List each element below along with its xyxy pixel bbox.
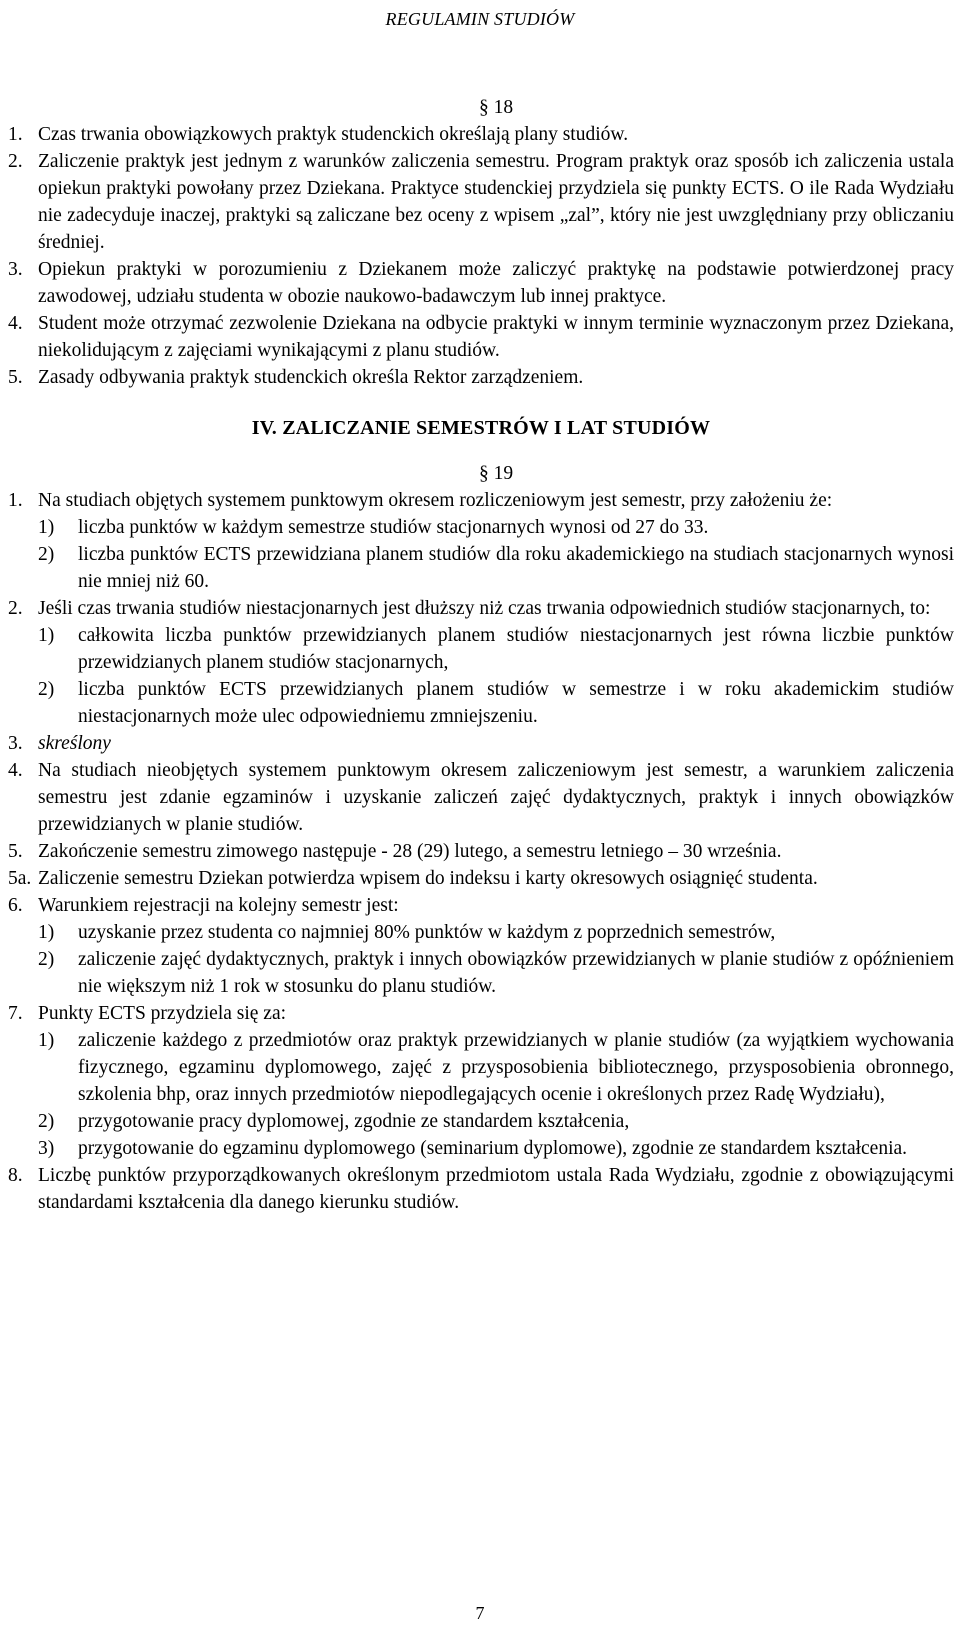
sec19-item-6: [8, 892, 954, 919]
sec19-item-1-sub-1: [8, 514, 954, 541]
item-text: Zaliczenie semestru Dziekan potwierdza wpisem do indeksu i karty okresowych osiągnięć studenta.: [38, 868, 818, 889]
sub-number: 1): [38, 1030, 55, 1051]
sec19-item-7-sub-2: [8, 1108, 954, 1135]
sub-number: 1): [38, 625, 55, 646]
item-text: Jeśli czas trwania studiów niestacjonarnych jest dłuższy niż czas trwania odpowiednich studiów stacjonarnych, to:: [38, 598, 931, 619]
sec19-item-7-sub-3: [8, 1135, 954, 1162]
item-number: 8.: [8, 1165, 23, 1186]
chapter-heading: IV. ZALICZANIE SEMESTRÓW I LAT STUDIÓW: [251, 417, 711, 439]
item-number: 5.: [8, 367, 23, 388]
sec19-item-2: [8, 595, 954, 622]
item-text: skreślony: [38, 733, 111, 754]
sec19-item-7: [8, 1000, 954, 1027]
sub-number: 2): [38, 1111, 55, 1132]
item-text: Zakończenie semestru zimowego następuje - 28 (29) lutego, a semestru letniego – 30 września.: [38, 841, 782, 862]
item-number: 2.: [8, 151, 23, 172]
sec19-item-6-sub-2: [8, 946, 954, 1000]
sec19-item-2-sub-1: [8, 622, 954, 676]
item-number: 3.: [8, 259, 23, 280]
sub-text: przygotowanie do egzaminu dyplomowego (seminarium dyplomowe), zgodnie ze standardem kształcenia.: [78, 1138, 908, 1159]
sub-text: zaliczenie zajęć dydaktycznych, praktyk i innych obowiązków przewidzianych w planie studiów z opóźnieniem nie większym niż 1 rok w stosunku do planu studiów.: [78, 949, 954, 997]
sub-text: liczba punktów ECTS przewidziana planem studiów dla roku akademickiego na studiach stacjonarnych wynosi nie mniej niż 60.: [78, 544, 954, 592]
sub-text: liczba punktów ECTS przewidzianych planem studiów w semestrze i w roku akademickim studiów niestacjonarnych może ulec odpowiedniemu zmniejszeniu.: [78, 679, 954, 727]
sec19-item-5: [8, 838, 954, 865]
sec19-item-4: [8, 757, 954, 838]
sec19-item-7-sub-1: [8, 1027, 954, 1108]
item-text: Warunkiem rejestracji na kolejny semestr jest:: [38, 895, 399, 916]
item-text: Czas trwania obowiązkowych praktyk studenckich określają plany studiów.: [38, 124, 629, 145]
item-number: 2.: [8, 598, 23, 619]
sec18-item-2: [8, 148, 954, 256]
sec19-item-1-sub-2: [8, 541, 954, 595]
item-text: Liczbę punktów przyporządkowanych określonym przedmiotom ustala Rada Wydziału, zgodnie z obowiązującymi standardami kształcenia dla danego kierunku studiów.: [38, 1165, 954, 1213]
sec18-item-3: [8, 256, 954, 310]
item-number: 1.: [8, 490, 23, 511]
item-number: 7.: [8, 1003, 23, 1024]
sec19-item-8: [8, 1162, 954, 1216]
sec18-item-5: [8, 364, 954, 391]
sec19-item-1: [8, 487, 954, 514]
sub-number: 2): [38, 544, 55, 565]
item-number: 1.: [8, 124, 23, 145]
sec19-item-3: [8, 730, 954, 757]
section-19-title: § 19: [478, 463, 514, 484]
sec19-item-2-sub-2: [8, 676, 954, 730]
item-number: 5.: [8, 841, 23, 862]
item-text: Punkty ECTS przydziela się za:: [38, 1003, 287, 1024]
sub-number: 1): [38, 517, 55, 538]
sub-number: 2): [38, 679, 55, 700]
sec19-item-6-sub-1: [8, 919, 954, 946]
sub-number: 1): [38, 922, 55, 943]
item-text: Student może otrzymać zezwolenie Dziekana na odbycie praktyki w innym terminie wyznaczonym przez Dziekana, niekolidującym z zajęciami wynikającymi z planu studiów.: [38, 313, 954, 361]
item-number: 6.: [8, 895, 23, 916]
sec18-item-4: [8, 310, 954, 364]
item-text: Opiekun praktyki w porozumieniu z Dziekanem może zaliczyć praktykę na podstawie potwierdzonej pracy zawodowej, udziału studenta w obozie naukowo-badawczym lub innej praktyce.: [38, 259, 954, 307]
sub-text: liczba punktów w każdym semestrze studiów stacjonarnych wynosi od 27 do 33.: [78, 517, 709, 538]
item-text: Zaliczenie praktyk jest jednym z warunków zaliczenia semestru. Program praktyk oraz sposób ich zaliczenia ustala opiekun praktyki powołany przez Dziekana. Praktyce studenckiej przydziela się punkty ECTS. O ile Rada Wydziału nie zadecyduje inaczej, praktyki są zaliczane bez oceny z wpisem „zal”, który nie jest uwzględniany przy obliczaniu średniej.: [38, 151, 954, 253]
sub-text: uzyskanie przez studenta co najmniej 80% punktów w każdym z poprzednich semestrów,: [78, 922, 776, 943]
sub-text: całkowita liczba punktów przewidzianych planem studiów niestacjonarnych jest równa liczbie punktów przewidzianych planem studiów stacjonarnych,: [78, 625, 954, 673]
item-text: Zasady odbywania praktyk studenckich określa Rektor zarządzeniem.: [38, 367, 584, 388]
sec18-item-1: [8, 121, 954, 148]
sub-number: 2): [38, 949, 55, 970]
running-header: REGULAMIN STUDIÓW: [385, 9, 575, 29]
page-number: 7: [475, 1603, 485, 1623]
item-text: Na studiach objętych systemem punktowym okresem rozliczeniowym jest semestr, przy założeniu że:: [38, 490, 833, 511]
item-number: 4.: [8, 313, 23, 334]
item-text: Na studiach nieobjętych systemem punktowym okresem zaliczeniowym jest semestr, a warunkiem zaliczenia semestru jest zdanie egzaminów i uzyskanie zaliczeń zajęć dydaktycznych, praktyk i innych obowiązków przewidzianych w planie studiów.: [38, 760, 954, 835]
item-number: 4.: [8, 760, 23, 781]
item-number: 3.: [8, 733, 23, 754]
sec19-item-5a: [8, 865, 954, 892]
sub-text: przygotowanie pracy dyplomowej, zgodnie ze standardem kształcenia,: [78, 1111, 630, 1132]
sub-text: zaliczenie każdego z przedmiotów oraz praktyk przewidzianych w planie studiów (za wyjątkiem wychowania fizycznego, egzaminu dyplomowego, zajęć z przysposobienia bibliotecznego, przysposobienia obronnego, szkolenia bhp, oraz innych przedmiotów niepodlegających ocenie i określonych przez Radę Wydziału),: [78, 1030, 954, 1105]
document-body: [8, 94, 954, 1216]
sub-number: 3): [38, 1138, 55, 1159]
item-number: 5a.: [8, 868, 32, 889]
section-18-title: § 18: [478, 97, 514, 118]
